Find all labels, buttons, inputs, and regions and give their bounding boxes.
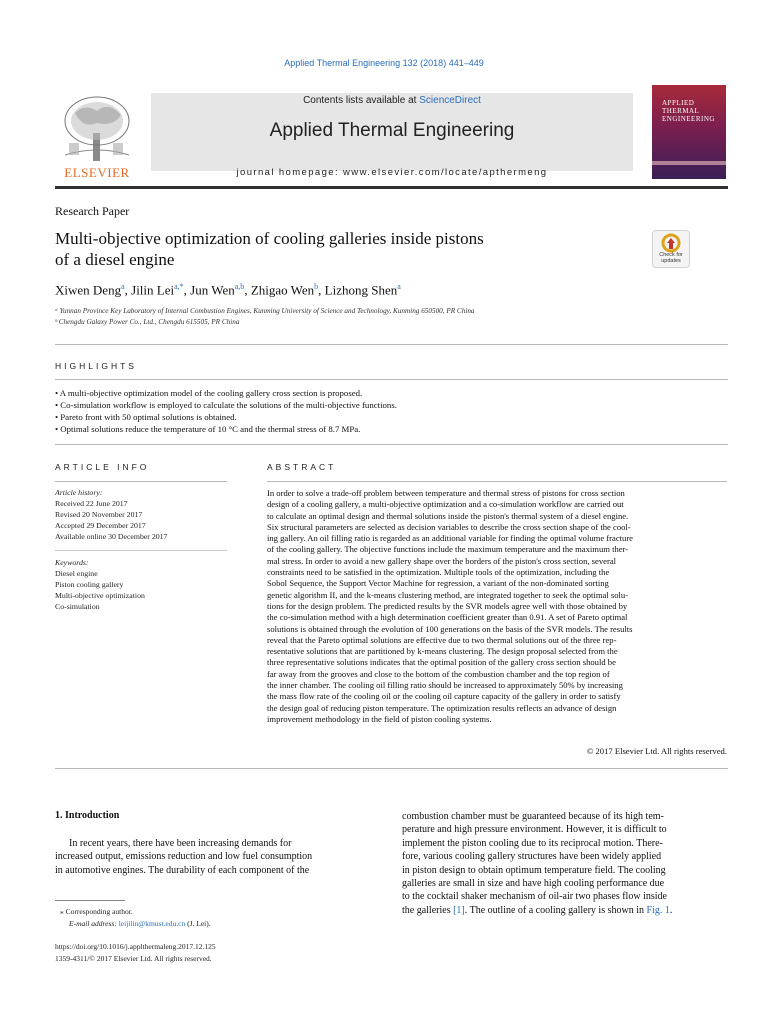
author-name[interactable]: Xiwen Deng bbox=[55, 282, 122, 298]
abstract-line: the co-simulation method with a high determination coefficient greater than 0.91. A set of Pareto optimal bbox=[267, 612, 628, 623]
author-affil-marker[interactable]: a bbox=[397, 282, 401, 291]
intro-line: perature and high pressure environment. However, it is difficult to bbox=[402, 824, 667, 836]
section-rule bbox=[55, 768, 728, 769]
intro-line: In recent years, there have been increasing demands for bbox=[69, 838, 292, 849]
email-note bbox=[69, 919, 211, 928]
history-accepted: Accepted 29 December 2017 bbox=[55, 521, 146, 530]
journal-title: Applied Thermal Engineering bbox=[269, 120, 515, 141]
history-online: Available online 30 December 2017 bbox=[55, 532, 168, 541]
article-title bbox=[55, 228, 615, 270]
sciencedirect-link[interactable]: ScienceDirect bbox=[419, 95, 481, 106]
abstract-line: Sobol Sequence, the Support Vector Machine for regression, a variant of the non-dominated sorting bbox=[267, 578, 609, 589]
highlight-text: Optimal solutions reduce the temperature of 10 °C and the thermal stress of 8.7 MPa. bbox=[60, 424, 361, 434]
abstract-line: solutions is obtained through the evolution of 100 generations on the basis of the SVR models. The results bbox=[267, 623, 633, 634]
contents-line bbox=[151, 95, 633, 106]
abstract-body bbox=[267, 488, 727, 725]
history-received: Received 22 June 2017 bbox=[55, 499, 128, 508]
abstract-line: the inner chamber. The cooling oil filling ratio should be increased to approximately 50% by increasing bbox=[267, 680, 623, 691]
keywords-rule bbox=[55, 550, 227, 551]
title-line-1: Multi-objective optimization of cooling galleries inside pistons bbox=[55, 229, 484, 248]
intro-line: increased output, emissions reduction and low fuel consumption bbox=[55, 851, 313, 863]
article-info-rule bbox=[55, 481, 227, 482]
article-type: Research Paper bbox=[55, 204, 130, 218]
highlights-rule bbox=[55, 379, 728, 380]
intro-line-last bbox=[402, 904, 728, 917]
abstract-line: constraints need to be satisfied in the optimization. Multiple tools of the optimization, including the bbox=[267, 567, 610, 578]
corresponding-author-note: ⁎ Corresponding author. bbox=[60, 907, 133, 916]
masthead bbox=[55, 83, 728, 185]
author-name[interactable]: Zhigao Wen bbox=[250, 282, 315, 298]
author-affil-marker[interactable]: a,* bbox=[174, 282, 184, 291]
header-rule bbox=[55, 186, 728, 189]
abstract-line: reveal that the Pareto optimal solutions are effective due to two thermal solutions out of the three rep- bbox=[267, 634, 617, 645]
intro-line: in piston design to obtain optimum temperature field. The cooling bbox=[402, 864, 666, 876]
email-link[interactable]: leijilin@kmust.edu.cn bbox=[118, 919, 186, 928]
abstract-line: the design goal of reducing piston temperature. The optimization results reflects an advance of design bbox=[267, 702, 617, 713]
email-label: E-mail address: bbox=[69, 919, 119, 928]
intro-line: implement the piston cooling due to its reciprocal motion. There- bbox=[402, 837, 663, 849]
abstract-line: of the cooling gallery. The objective functions include the maximum temperature and the maximum ther- bbox=[267, 544, 629, 555]
highlight-item: • A multi-objective optimization model of the cooling gallery cross section is proposed. bbox=[55, 388, 363, 398]
abstract-line: improvement methodology in the field of piston cooling systems. bbox=[267, 713, 492, 724]
contents-prefix: Contents lists available at bbox=[303, 95, 420, 106]
author-list: Xiwen Deng$^a$, Jilin Lei$^{a,*}$, Jun Wen$^{a,b}$, Zhigao Wen$^b$, Lizhong Shen$^a$ bbox=[55, 282, 401, 298]
check-for-updates-button[interactable] bbox=[652, 230, 690, 268]
keyword: Co-simulation bbox=[55, 602, 100, 611]
article-info-heading: ARTICLE INFO bbox=[55, 462, 150, 472]
keyword: Piston cooling gallery bbox=[55, 580, 124, 589]
intro-text: the galleries bbox=[402, 904, 454, 916]
issn-line: 1359-4311/© 2017 Elsevier Ltd. All rights reserved. bbox=[55, 954, 212, 963]
cover-title: APPLIED THERMAL ENGINEERING bbox=[662, 99, 715, 123]
highlight-text: Co-simulation workflow is employed to calculate the solutions of the multi-objective functions. bbox=[60, 400, 397, 410]
abstract-line: the mass flow rate of the cooling oil or the cooling oil capture capacity of the gallery in order to satisfy bbox=[267, 691, 621, 702]
author-name[interactable]: Jun Wen bbox=[190, 282, 235, 298]
journal-citation-link[interactable]: Applied Thermal Engineering 132 (2018) 441–449 bbox=[284, 58, 484, 68]
abstract-line: three representative solutions indicates that the optimal position of the gallery cross section should be bbox=[267, 657, 616, 668]
intro-left-column bbox=[55, 837, 379, 877]
intro-line: galleries are small in size and have high cooling performance due bbox=[402, 878, 665, 890]
author-affil-marker[interactable]: b bbox=[314, 282, 319, 291]
abstract-copyright: © 2017 Elsevier Ltd. All rights reserved. bbox=[586, 746, 727, 756]
abstract-line: to calculate an optimal design and thermal solutions inside the piston's thermal system of a diesel engine. bbox=[267, 510, 629, 521]
history-revised: Revised 20 November 2017 bbox=[55, 510, 143, 519]
abstract-rule bbox=[267, 481, 727, 482]
reference-link[interactable]: [1] bbox=[453, 904, 465, 916]
abstract-line: genetic algorithm II, and the k-means clustering method, are integrated together to seek the optimal solu- bbox=[267, 589, 629, 600]
abstract-line: resentative solutions that are partitioned by k-means clustering. The design proposal selected from the bbox=[267, 646, 618, 657]
highlight-text: Pareto front with 50 optimal solutions is obtained. bbox=[60, 412, 237, 422]
publisher-logo-text: ELSEVIER bbox=[64, 165, 130, 180]
abstract-heading: ABSTRACT bbox=[267, 462, 337, 472]
section-rule bbox=[55, 444, 728, 445]
abstract-line: far away from the grooves and close to the bottom of the combustion chamber and the top region of bbox=[267, 668, 610, 679]
cover-strip bbox=[652, 161, 726, 165]
affiliation-b: ᵇ Chengdu Galaxy Power Co., Ltd., Chengdu 615505, PR China bbox=[55, 318, 240, 326]
intro-line: combustion chamber must be guaranteed because of its high tem- bbox=[402, 811, 664, 822]
journal-band bbox=[151, 93, 633, 178]
author-name[interactable]: Jilin Lei bbox=[131, 282, 175, 298]
title-line-2: of a diesel engine bbox=[55, 250, 175, 269]
abstract-line: design of a cooling gallery, a multi-objective optimization and a co-simulation workflow are carried out bbox=[267, 499, 624, 510]
author-affil-marker[interactable]: a bbox=[121, 282, 125, 291]
section-rule bbox=[55, 344, 728, 345]
journal-cover[interactable] bbox=[652, 85, 726, 179]
introduction-heading: 1. Introduction bbox=[55, 810, 120, 821]
highlight-item: • Pareto front with 50 optimal solutions is obtained. bbox=[55, 412, 237, 422]
abstract-line: ing gallery. An oil filling ratio is regarded as an additional variable for finding the optimal volume fracture bbox=[267, 533, 633, 544]
keywords-label: Keywords: bbox=[55, 558, 89, 567]
intro-line: to the cocktail shaker mechanism of oil-air two phases flow inside bbox=[402, 891, 667, 903]
check-updates-label: Check for updates bbox=[659, 252, 683, 264]
email-suffix: (J. Lei). bbox=[185, 919, 211, 928]
footnote-rule bbox=[55, 900, 125, 901]
intro-text: . bbox=[669, 904, 673, 916]
abstract-line: tions for the design problem. The predicted results by the SVR models agree well with those obtained by bbox=[267, 600, 628, 611]
highlight-item: • Optimal solutions reduce the temperature of 10 °C and the thermal stress of 8.7 MPa. bbox=[55, 424, 361, 434]
figure-link[interactable]: Fig. 1 bbox=[646, 904, 670, 916]
journal-homepage[interactable]: journal homepage: www.elsevier.com/locate/apthermeng bbox=[236, 167, 548, 178]
keyword: Multi-objective optimization bbox=[55, 591, 145, 600]
intro-right-column bbox=[402, 810, 728, 917]
author-name[interactable]: Lizhong Shen bbox=[324, 282, 398, 298]
author-affil-marker[interactable]: a,b bbox=[234, 282, 245, 291]
abstract-line: Six structural parameters are selected as decision variables to describe the cross section shape of the cool- bbox=[267, 521, 631, 532]
highlight-text: A multi-objective optimization model of the cooling gallery cross section is proposed. bbox=[59, 388, 363, 398]
history-label: Article history: bbox=[55, 488, 103, 497]
intro-line: in automotive engines. The durability of each component of the bbox=[55, 864, 310, 876]
intro-line: fore, various cooling gallery structures have been widely applied bbox=[402, 851, 662, 863]
abstract-line: mal stress. In order to avoid a new gallery shape over the borders of the piston's cross section, several bbox=[267, 555, 617, 566]
keyword: Diesel engine bbox=[55, 569, 98, 578]
elsevier-logo[interactable] bbox=[55, 93, 139, 181]
highlights-heading: HIGHLIGHTS bbox=[55, 361, 137, 371]
abstract-line: In order to solve a trade-off problem between temperature and thermal stress of pistons for cross section bbox=[267, 488, 625, 498]
highlight-item: • Co-simulation workflow is employed to calculate the solutions of the multi-objective functions. bbox=[55, 400, 397, 410]
intro-text: . The outline of a cooling gallery is shown in bbox=[464, 904, 647, 916]
doi-link[interactable]: https://doi.org/10.1016/j.applthermaleng.2017.12.125 bbox=[55, 942, 216, 951]
affiliation-a: ᵃ Yunnan Province Key Laboratory of Internal Combustion Engines, Kunming University of Science and Technology, Kunming 650500, PR China bbox=[55, 307, 475, 315]
